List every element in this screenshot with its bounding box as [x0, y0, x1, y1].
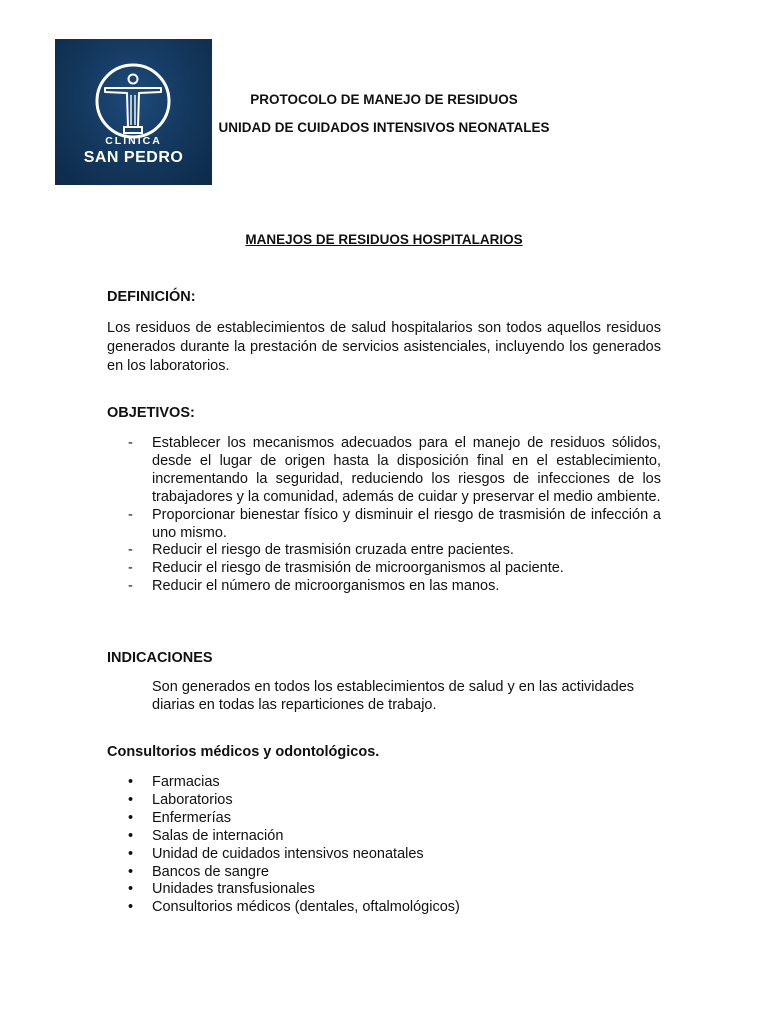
- list-item-text: Salas de internación: [152, 827, 284, 844]
- list-item-text: Laboratorios: [152, 791, 233, 808]
- consultorios-heading: Consultorios médicos y odontológicos.: [107, 744, 380, 760]
- list-item-text: Unidades transfusionales: [152, 881, 315, 898]
- bullet-marker: •: [128, 863, 134, 880]
- list-item: [107, 507, 661, 543]
- list-item: [107, 560, 661, 578]
- list-item-text: Reducir el riesgo de trasmisión de microorganismos al paciente.: [152, 560, 564, 577]
- logo-name-text: SAN PEDRO: [83, 149, 184, 166]
- list-item: [107, 864, 661, 882]
- document-title: MANEJOS DE RESIDUOS HOSPITALARIOS: [245, 232, 523, 247]
- list-item-text: Unidad de cuidados intensivos neonatales: [152, 845, 424, 862]
- objetivos-heading: OBJETIVOS:: [107, 405, 195, 421]
- dash-marker: -: [128, 506, 133, 523]
- dash-marker: -: [128, 542, 133, 559]
- consultorios-list: [107, 774, 661, 917]
- list-item: [107, 810, 661, 828]
- bullet-marker: •: [128, 827, 134, 844]
- list-item-text: Enfermerías: [152, 809, 231, 826]
- list-item: [107, 899, 661, 917]
- definicion-text: Los residuos de establecimientos de salud hospitalarios son todos aquellos residuos generados durante la prestación de servicios asistenciales, incluyendo los generados en los laboratorios.: [107, 320, 661, 374]
- list-item: [107, 542, 661, 560]
- list-item-text: Farmacias: [152, 774, 220, 790]
- bullet-marker: •: [128, 809, 134, 826]
- list-item: [107, 846, 661, 864]
- list-item: [107, 792, 661, 810]
- header-line-1: PROTOCOLO DE MANEJO DE RESIDUOS: [250, 92, 518, 107]
- list-item: [107, 435, 661, 507]
- header-line-2: UNIDAD DE CUIDADOS INTENSIVOS NEONATALES: [218, 120, 550, 135]
- list-item-text: Reducir el riesgo de trasmisión cruzada entre pacientes.: [152, 542, 514, 559]
- bullet-marker: •: [128, 774, 134, 790]
- list-item: [107, 881, 661, 899]
- list-item: [107, 828, 661, 846]
- bullet-marker: •: [128, 791, 134, 808]
- list-item-text: Proporcionar bienestar físico y disminuir el riesgo de trasmisión de infección a uno mismo.: [152, 506, 661, 541]
- dash-marker: -: [128, 435, 133, 451]
- list-item: [107, 578, 661, 596]
- indicaciones-text: Son generados en todos los establecimientos de salud y en las actividades diarias en todas las reparticiones de trabajo.: [152, 679, 635, 713]
- list-item-text: Establecer los mecanismos adecuados para el manejo de residuos sólidos, desde el lugar de origen hasta la disposición final en el establecimiento, incrementando la seguridad, reduciendo los riesgos de infecciones de los trabajadores y la comunidad, además de cuidar y preservar el medio ambiente.: [152, 435, 661, 505]
- dash-marker: -: [128, 578, 133, 595]
- list-item-text: Consultorios médicos (dentales, oftalmológicos): [152, 899, 460, 916]
- bullet-marker: •: [128, 881, 134, 898]
- list-item-text: Reducir el número de microorganismos en las manos.: [152, 578, 500, 595]
- list-item: [107, 774, 661, 792]
- objetivos-list: [107, 435, 661, 596]
- clinic-logo: [55, 39, 212, 185]
- list-item-text: Bancos de sangre: [152, 863, 269, 880]
- bullet-marker: •: [128, 899, 134, 916]
- indicaciones-heading: INDICACIONES: [107, 650, 213, 666]
- dash-marker: -: [128, 560, 133, 577]
- logo-clinica-text: CLÍNICA: [105, 135, 162, 147]
- bullet-marker: •: [128, 845, 134, 862]
- definicion-heading: DEFINICIÓN:: [107, 289, 196, 305]
